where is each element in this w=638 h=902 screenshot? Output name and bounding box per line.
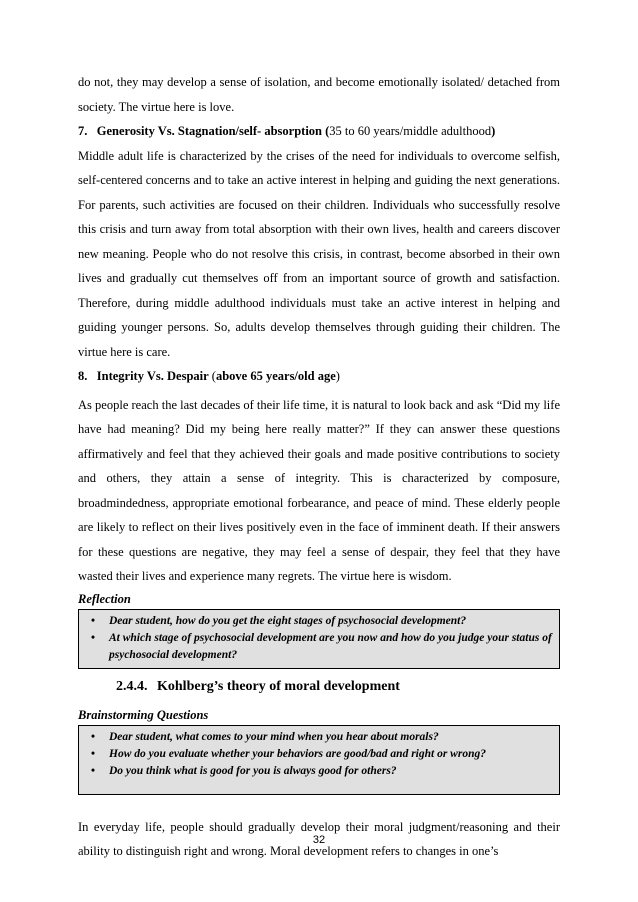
stage8-open: ( <box>208 369 216 383</box>
list-item: • How do you evaluate whether your behaviors are good/bad and right or wrong? <box>109 746 553 763</box>
stage8-number: 8. <box>78 369 88 383</box>
stage8-paragraph: As people reach the last decades of their life time, it is natural to look back and ask “Did my life have had meaning? Did my being here really matter?” If they can answer these questions affirmatively and feel that they achieved their goals and made positive contributions to society and others, they attain a sense of integrity. This is characterized by composure, broadmindedness, appropriate emotional forbearance, and peace of mind. These elderly people are likely to reflect on their lives positively even in the face of imminent death. If their answers for these questions are negative, they may feel a sense of despair, they feel that they have wasted their lives and experience many regrets. The virtue here is wisdom. <box>78 397 560 583</box>
brainstorming-list <box>85 729 553 780</box>
stage8-heading <box>78 364 560 389</box>
intro-paragraph: do not, they may develop a sense of isolation, and become emotionally isolated/ detached from society. The virtue here is love. <box>78 75 560 114</box>
stage7-age: 35 to 60 years/middle adulthood <box>329 124 492 138</box>
bullet-icon: • <box>91 614 96 627</box>
stage7-title: Generosity Vs. Stagnation/self- absorption ( <box>96 124 330 138</box>
list-item: • Do you think what is good for you is always good for others? <box>109 763 553 780</box>
page-number: 32 <box>312 834 326 846</box>
stage7-paragraph: Middle adult life is characterized by the crises of the need for individuals to overcome selfish, self-centered concerns and to take an active interest in helping and guiding the next generations. For parents, such activities are focused on their children. Individuals who successfully resolve this crisis and turn away from total absorption with their own lives, health and careers discover new meaning. People who do not resolve this crisis, in contrast, become absorbed in their own lives and gradually cut themselves off from an important source of growth and satisfaction. Therefore, during middle adulthood individuals must take an active interest in helping and guiding younger persons. So, adults develop themselves through guiding their children. The virtue here is care. <box>78 148 560 359</box>
final-paragraph: In everyday life, people should gradually develop their moral judgment/reasoning and their ability to distinguish right and wrong. Moral development refers to changes in one’s <box>78 819 560 858</box>
reflection-heading: Reflection <box>78 591 131 606</box>
reflection-box <box>78 609 560 669</box>
brainstorming-box <box>78 725 560 795</box>
section-title: Kohlberg’s theory of moral development <box>157 678 400 694</box>
list-item: • Dear student, how do you get the eight stages of psychosocial development? <box>109 613 553 630</box>
bullet-icon: • <box>91 764 96 777</box>
list-item: • Dear student, what comes to your mind when you hear about morals? <box>109 729 553 746</box>
section-heading <box>116 679 560 695</box>
reflection-list <box>85 613 553 664</box>
stage8-age: above 65 years/old age <box>215 369 336 383</box>
section-number: 2.4.4. <box>116 678 148 694</box>
bullet-icon: • <box>91 747 96 760</box>
stage8-title: Integrity Vs. Despair <box>96 369 209 383</box>
stage8-close: ) <box>335 369 340 383</box>
stage7-number: 7. <box>78 124 88 138</box>
brainstorming-heading: Brainstorming Questions <box>78 707 209 722</box>
stage7-heading <box>78 119 560 144</box>
bullet-icon: • <box>91 631 96 644</box>
list-item: • At which stage of psychosocial development are you now and how do you judge your status of psychosocial development? <box>91 631 552 661</box>
bullet-icon: • <box>91 730 96 743</box>
stage7-close: ) <box>491 124 496 138</box>
